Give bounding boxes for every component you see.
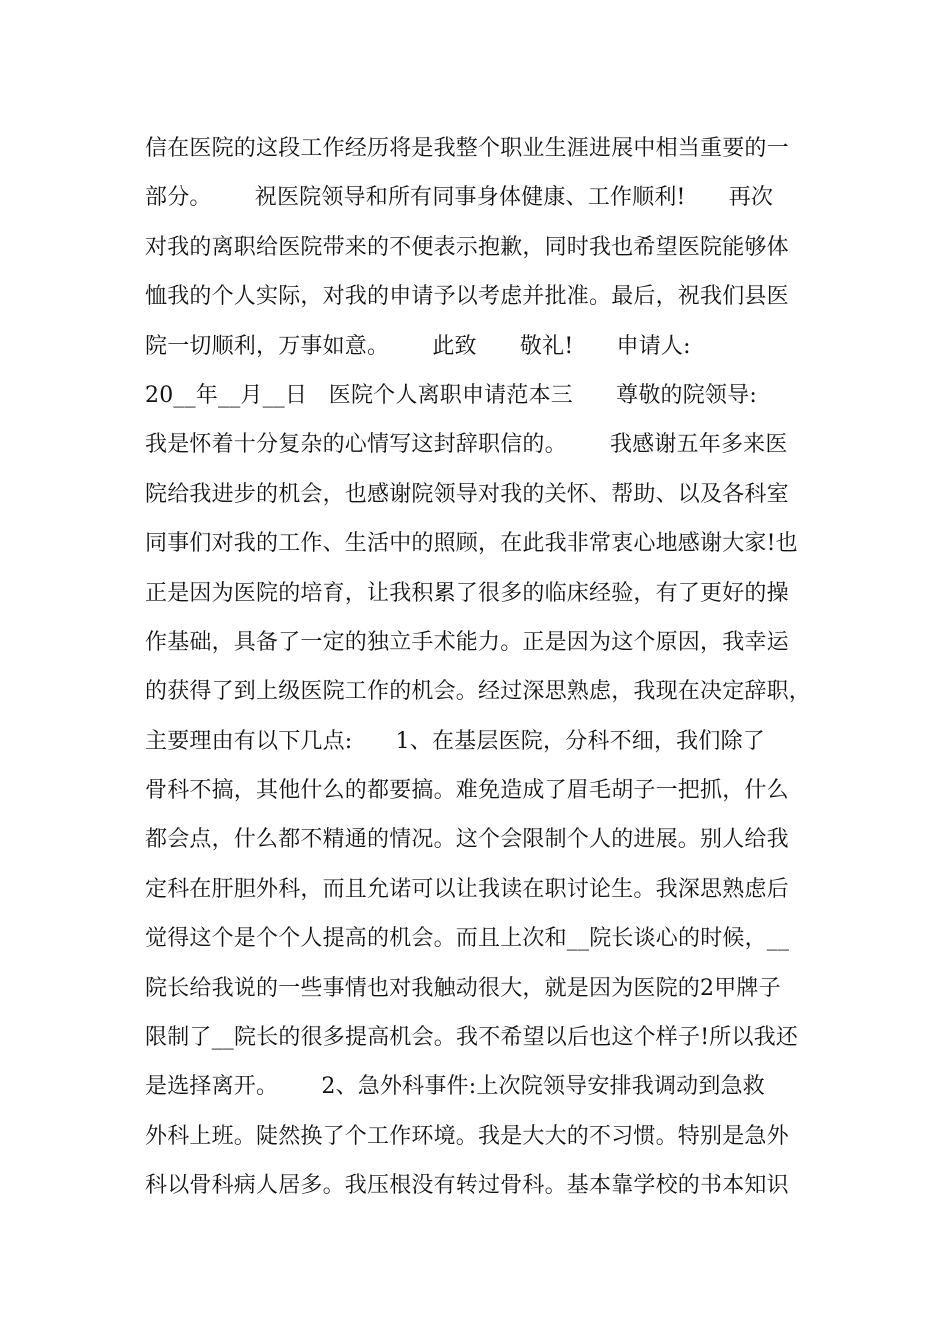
text-line: 我是怀着十分复杂的心情写这封辞职信的。 我感谢五年多来医 [145, 432, 788, 458]
text-line: 对我的离职给医院带来的不便表示抱歉，同时我也希望医院能够体 [145, 234, 789, 260]
text-line: 部分。 祝医院领导和所有同事身体健康、工作顺利! 再次 [145, 185, 774, 211]
text-line: 院长给我说的一些事情也对我触动很大，就是因为医院的2甲牌子 [145, 975, 781, 1001]
text-line: 20__年__月__日 医院个人离职申请范本三 尊敬的院领导: [145, 382, 757, 408]
text-line: 外科上班。陡然换了个工作环境。我是大大的不习惯。特别是急外 [145, 1123, 789, 1149]
text-line: 骨科不搞，其他什么的都要搞。难免造成了眉毛胡子一把抓，什么 [145, 778, 789, 804]
text-line: 院给我进步的机会，也感谢院领导对我的关怀、帮助、以及各科室 [145, 481, 789, 507]
text-line: 主要理由有以下几点: 1、在基层医院，分科不细，我们除了 [145, 728, 765, 754]
text-line: 院一切顺利，万事如意。 此致 敬礼! 申请人: [145, 333, 691, 359]
text-line: 限制了__院长的很多提高机会。我不希望以后也这个样子!所以我还 [145, 1025, 799, 1051]
text-line: 都会点，什么都不精通的情况。这个会限制个人的进展。别人给我 [145, 827, 789, 853]
text-line: 是选择离开。 2、急外科事件:上次院领导安排我调动到急救 [145, 1074, 765, 1100]
text-line: 恤我的个人实际，对我的申请予以考虑并批准。最后，祝我们县医 [145, 284, 789, 310]
text-line: 科以骨科病人居多。我压根没有转过骨科。基本靠学校的书本知识 [145, 1173, 789, 1199]
text-line: 信在医院的这段工作经历将是我整个职业生涯进展中相当重要的一 [145, 136, 789, 161]
letter-body [145, 124, 835, 1211]
text-line: 同事们对我的工作、生活中的照顾，在此我非常衷心地感谢大家!也 [145, 531, 798, 557]
text-line: 的获得了到上级医院工作的机会。经过深思熟虑，我现在决定辞职， [145, 679, 812, 705]
text-line: 作基础，具备了一定的独立手术能力。正是因为这个原因，我幸运 [145, 629, 789, 655]
text-line: 觉得这个是个个人提高的机会。而且上次和__院长谈心的时候，__ [145, 926, 790, 952]
text-line: 定科在肝胆外科，而且允诺可以让我读在职讨论生。我深思熟虑后 [145, 876, 789, 902]
text-line: 正是因为医院的培育，让我积累了很多的临床经验，有了更好的操 [145, 580, 789, 606]
